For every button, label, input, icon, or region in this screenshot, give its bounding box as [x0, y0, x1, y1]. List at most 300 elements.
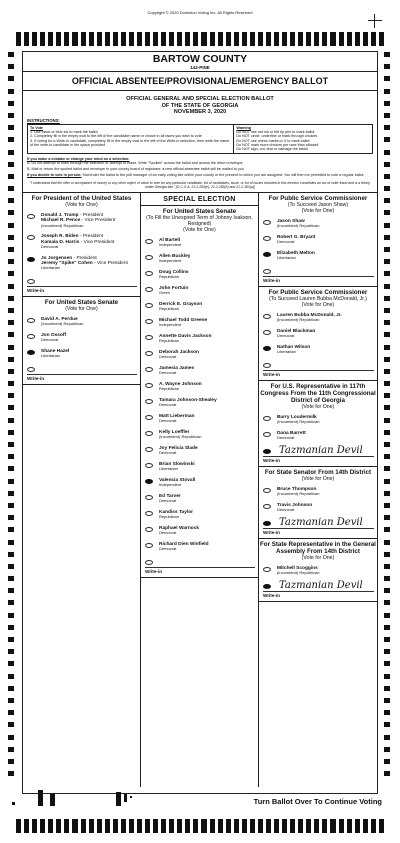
- candidate-name-text: Tamara Johnson-Shealey: [158, 397, 217, 403]
- running-mate-role: - Vice President: [80, 218, 116, 224]
- candidate-name-text: Michael Todd Greene: [158, 317, 208, 323]
- left-timing-marks: [8, 52, 18, 792]
- race-title: For President of the United States: [31, 194, 132, 202]
- vote-for-instruction: (Vote for One): [301, 475, 335, 482]
- write-in-option[interactable]: [259, 444, 377, 464]
- turn-over-notice: Turn Ballot Over To Continue Voting: [253, 797, 382, 806]
- candidate-info: [277, 345, 310, 355]
- candidate-role: - President: [78, 212, 104, 218]
- candidate-role: - President: [78, 234, 104, 240]
- candidate-info: [159, 462, 195, 472]
- candidate-info: [41, 256, 128, 271]
- candidate-party: Democrat: [158, 498, 177, 504]
- candidate-party: Libertarian: [158, 466, 178, 472]
- ballot-oval-icon[interactable]: [145, 495, 153, 500]
- candidate-name-text: Jo Jorgensen: [41, 255, 73, 261]
- candidate-option[interactable]: [259, 216, 377, 232]
- candidate-info: [159, 430, 201, 440]
- right-timing-marks: [384, 52, 394, 792]
- ballot-oval-icon[interactable]: [263, 449, 271, 454]
- contest-column-3: [259, 193, 377, 787]
- race-senate: [23, 297, 140, 385]
- candidate-option[interactable]: [141, 443, 258, 459]
- candidate-option[interactable]: [259, 500, 377, 516]
- candidate-party: Democrat: [41, 337, 59, 343]
- in-person-text: Surrender the ballot to the poll manager of an early voting site within your county or the precinct to which you are assigned. You will then be permitted to vote a regular ballot: [82, 173, 364, 178]
- ballot-oval-icon[interactable]: [27, 214, 35, 219]
- ballot-oval-icon[interactable]: [145, 431, 153, 436]
- candidate-name-text: Brian Slowinski: [158, 461, 195, 467]
- candidate-party: Independent: [158, 242, 182, 248]
- candidate-party: Republican: [158, 386, 179, 392]
- ballot-oval-icon[interactable]: [263, 504, 271, 509]
- candidate-name-text: Ed Tarver: [158, 493, 181, 499]
- candidate-party: Democrat: [41, 243, 59, 249]
- candidate-name-text: Doug Collins: [158, 269, 189, 275]
- ballot-oval-icon[interactable]: [27, 257, 35, 262]
- candidate-option[interactable]: [259, 310, 377, 326]
- candidate-party: (Incumbent) Republican: [41, 321, 84, 327]
- write-in-label: Write-in: [27, 286, 137, 293]
- candidate-option[interactable]: [23, 253, 140, 274]
- candidate-info: [159, 254, 190, 264]
- candidate-option[interactable]: [141, 459, 258, 475]
- write-in-option[interactable]: [259, 264, 377, 284]
- candidate-name-text: Travis Johnson: [276, 502, 313, 508]
- ballot-oval-icon[interactable]: [263, 584, 271, 589]
- candidate-info: [41, 234, 115, 249]
- ballot-oval-icon[interactable]: [263, 521, 271, 526]
- vote-for-instruction: (Vote for One): [301, 207, 335, 214]
- candidate-party: Republican: [158, 514, 179, 520]
- candidate-info: [159, 366, 194, 376]
- ballot-oval-icon[interactable]: [145, 287, 153, 292]
- candidate-party: Libertarian: [41, 353, 60, 359]
- candidate-party: (Incumbent) Republican: [276, 419, 320, 425]
- ballot-oval-icon[interactable]: [263, 269, 271, 274]
- warning-item: Do NOT sign, cut, tear or damage the ballot: [236, 147, 308, 152]
- write-in-label: Write-in: [263, 591, 374, 598]
- candidate-info: [277, 503, 312, 513]
- to-vote-box: [28, 125, 234, 153]
- ballot-oval-icon[interactable]: [145, 319, 153, 324]
- candidate-name-text: Lauren Bubba McDonald, Jr.: [276, 312, 342, 318]
- mistake-a: A. Do not attempt to mark through the selection or attempt to erase. Write "Spoiled" across the ballot and across the return envelope: [27, 160, 243, 165]
- ballot-oval-icon[interactable]: [145, 351, 153, 356]
- copyright-notice: Copyright © 2020 Dominion Voting Inc. All Rights Reserved: [147, 10, 253, 15]
- ballot-oval-icon[interactable]: [145, 543, 153, 548]
- warning-item: Do NOT use red ink or felt tip pen to mark ballot: [236, 130, 315, 135]
- ballot-oval-icon[interactable]: [145, 303, 153, 308]
- candidate-info: [159, 270, 189, 280]
- candidate-party: Libertarian: [276, 255, 296, 261]
- candidate-party: Democrat: [158, 370, 177, 376]
- write-in-label: Write-in: [263, 528, 374, 535]
- write-in-row: [263, 447, 374, 456]
- candidate-name-text: Nathan Wilson: [276, 344, 311, 350]
- candidate-info: [41, 349, 69, 359]
- candidate-name-text: Barry Loudermilk: [276, 414, 317, 420]
- ballot-oval-icon[interactable]: [145, 415, 153, 420]
- race-president: [23, 193, 140, 297]
- handwritten-write-in: Tazmanian Devil: [278, 580, 363, 592]
- candidate-name-text: Kelly Loeffler: [158, 429, 190, 435]
- ballot-oval-icon[interactable]: [27, 350, 35, 355]
- candidate-info: [159, 286, 188, 296]
- mistake-b: B. Mail or return the spoiled ballot and envelope to your county board of registrars; a new official absentee ballot will be mailed to you: [27, 167, 244, 172]
- ballot-oval-icon[interactable]: [263, 488, 271, 493]
- candidate-info: [159, 478, 195, 488]
- candidate-option[interactable]: [259, 342, 377, 358]
- contest-column-1: [23, 193, 141, 787]
- candidate-party: Democrat: [158, 530, 177, 536]
- warning-item: Do NOT mark more choices per race than allowed: [236, 142, 319, 147]
- election-line-2: OF THE STATE OF GEORGIA: [161, 102, 239, 109]
- candidate-name-text: Kandiss Taylor: [158, 509, 194, 515]
- ballot-oval-icon[interactable]: [145, 335, 153, 340]
- candidate-name-text: Matt Lieberman: [158, 413, 195, 419]
- race-senate_special: [141, 206, 258, 578]
- ballot-oval-icon[interactable]: [27, 235, 35, 240]
- candidate-party: Democrat: [158, 450, 177, 456]
- candidate-info: [159, 318, 207, 328]
- candidate-party: Libertarian: [276, 349, 296, 355]
- race-subtitle: (To Fill the Unexpired Term of Johnny Isakson, Resigned): [146, 214, 253, 227]
- candidate-party: Republican: [158, 274, 179, 280]
- ballot-oval-icon[interactable]: [27, 334, 35, 339]
- candidate-name-text: Dana Barrett: [276, 430, 306, 436]
- ballot-oval-icon[interactable]: [145, 560, 153, 565]
- candidate-party: Independent: [158, 482, 182, 488]
- ballot-oval-icon[interactable]: [145, 239, 153, 244]
- candidate-party: Republican: [158, 338, 179, 344]
- candidate-option[interactable]: [141, 251, 258, 267]
- candidate-party: (Incumbent) Republican: [276, 317, 320, 323]
- candidate-party: (Incumbent) Republican: [158, 434, 202, 440]
- running-mate-name-text: Jeremy "Spike" Cohen: [41, 260, 93, 266]
- candidate-info: [159, 334, 212, 344]
- candidate-name-text: Jon Ossoff: [41, 332, 67, 338]
- election-date: NOVEMBER 3, 2020: [173, 109, 227, 115]
- ballot-oval-icon[interactable]: [145, 463, 153, 468]
- race-house_us: [259, 381, 377, 467]
- candidate-name-text: Jason Shaw: [276, 218, 305, 224]
- candidate-info: [277, 235, 315, 245]
- candidate-info: [159, 302, 202, 312]
- ballot-oval-icon[interactable]: [145, 511, 153, 516]
- write-in-row: [27, 365, 137, 374]
- ballot-oval-icon[interactable]: [145, 367, 153, 372]
- candidate-info: [159, 446, 198, 456]
- candidate-option[interactable]: [141, 363, 258, 379]
- running-mate-role: - Vice President: [79, 239, 115, 245]
- warning-item: Do NOT use check marks or X to mark ballot: [236, 138, 310, 143]
- candidate-option[interactable]: [23, 314, 140, 330]
- candidate-option[interactable]: [141, 539, 258, 555]
- special-election-label: SPECIAL ELECTION: [141, 193, 258, 206]
- candidate-option[interactable]: [141, 331, 258, 347]
- candidate-party: Democrat: [158, 402, 177, 408]
- candidate-option[interactable]: [141, 235, 258, 251]
- candidate-option[interactable]: [141, 491, 258, 507]
- write-in-option[interactable]: [259, 579, 377, 599]
- candidate-name-text: Raphael Warnock: [158, 525, 200, 531]
- candidate-name-text: Joseph R. Biden: [41, 234, 79, 240]
- candidate-party: Democrat: [276, 507, 295, 513]
- race-title: For United States Senate: [44, 298, 119, 306]
- handwritten-write-in: Tazmanian Devil: [278, 445, 363, 457]
- warning-box: [234, 125, 372, 153]
- county-name: BARTOW COUNTY: [152, 53, 248, 65]
- ballot-oval-icon[interactable]: [145, 479, 153, 484]
- ballot-oval-icon[interactable]: [145, 255, 153, 260]
- ballot-oval-icon[interactable]: [263, 330, 271, 335]
- ballot-oval-icon[interactable]: [27, 367, 35, 372]
- candidate-name-text: Shane Hazel: [41, 348, 70, 354]
- write-in-row: [263, 361, 374, 370]
- race-title: For Public Service Commissioner: [268, 194, 368, 202]
- candidate-option[interactable]: [259, 484, 377, 500]
- warning-item: Do NOT circle, underline or mark through choices: [236, 134, 318, 139]
- candidate-option[interactable]: [141, 411, 258, 427]
- candidate-name-text: Allen Buckley: [158, 253, 191, 259]
- candidate-option[interactable]: [141, 267, 258, 283]
- precinct: 142-PINE: [190, 65, 210, 70]
- candidate-name-text: Elizabeth Melton: [276, 250, 315, 256]
- instructions-heading: INSTRUCTIONS:: [27, 117, 60, 123]
- instructions-box: [27, 124, 373, 154]
- ballot-frame: [22, 51, 378, 794]
- to-vote-step: 2. Completely fill in the empty oval to the left of the candidate name or choice in all races you wish to vote: [30, 134, 202, 139]
- ballot-oval-icon[interactable]: [263, 346, 271, 351]
- candidate-info: [41, 317, 83, 327]
- candidate-name-text: Bruce Thompson: [276, 486, 317, 492]
- candidate-info: [277, 487, 319, 497]
- candidate-info: [159, 526, 199, 536]
- race-state_senate: [259, 467, 377, 539]
- ballot-header: [23, 52, 377, 72]
- write-in-option[interactable]: [23, 274, 140, 294]
- candidate-party: Democrat: [276, 333, 295, 339]
- vote-for-instruction: (Vote for One): [65, 305, 98, 312]
- candidate-option[interactable]: [23, 346, 140, 362]
- candidate-party: Independent: [158, 258, 182, 264]
- candidate-party: Democrat: [158, 354, 177, 360]
- instructions: [23, 119, 377, 178]
- ballot-oval-icon[interactable]: [145, 271, 153, 276]
- write-in-label: Write-in: [145, 567, 255, 574]
- candidate-option[interactable]: [141, 315, 258, 331]
- candidate-option[interactable]: [23, 210, 140, 231]
- candidate-name-text: Annette Davis Jackson: [158, 333, 212, 339]
- ballot-oval-icon[interactable]: [263, 314, 271, 319]
- ballot-oval-icon[interactable]: [263, 416, 271, 421]
- running-mate-name-text: Kamala D. Harris: [41, 239, 80, 245]
- candidate-info: [159, 494, 181, 504]
- election-title: [23, 91, 377, 119]
- ballot-oval-icon[interactable]: [27, 279, 35, 284]
- top-timing-barcode: [16, 32, 384, 46]
- running-mate-name-text: Michael R. Pence: [41, 218, 81, 224]
- ballot-oval-icon[interactable]: [263, 432, 271, 437]
- vote-for-instruction: (Vote for One): [65, 201, 98, 208]
- candidate-party: (Incumbent) Republican: [276, 491, 320, 497]
- candidate-option[interactable]: [141, 283, 258, 299]
- registration-crosshair-icon: [368, 14, 382, 28]
- candidate-option[interactable]: [23, 330, 140, 346]
- to-vote-step: 1. Use black or blue ink to mark the ballot: [30, 130, 98, 135]
- candidate-party: (Incumbent) Republican: [276, 570, 320, 576]
- write-in-option[interactable]: [141, 555, 258, 575]
- write-in-row: [27, 277, 137, 286]
- candidate-party: Democrat: [158, 546, 177, 552]
- candidate-party: (Incumbent) Republican: [41, 222, 84, 228]
- race-state_house: [259, 539, 377, 602]
- write-in-option[interactable]: [259, 516, 377, 536]
- candidate-option[interactable]: [259, 563, 377, 579]
- race-subtitle: (To Succeed Jason Shaw): [287, 201, 349, 208]
- race-subtitle: (To Succeed Lauren Bubba McDonald, Jr.): [269, 295, 367, 302]
- race-title: For Public Service Commissioner: [268, 288, 368, 296]
- ballot-oval-icon[interactable]: [145, 383, 153, 388]
- write-in-label: Write-in: [27, 374, 137, 381]
- candidate-party: Republican: [158, 306, 179, 312]
- candidate-party: Democrat: [276, 435, 295, 441]
- candidate-option[interactable]: [141, 523, 258, 539]
- candidate-option[interactable]: [141, 475, 258, 491]
- candidate-info: [277, 431, 306, 441]
- ballot-title: OFFICIAL ABSENTEE/PROVISIONAL/EMERGENCY BALLOT: [23, 72, 377, 91]
- to-vote-step: 3. If voting for a Write-in candidate, completely fill in the empty oval to the left of the Write-in selection, then write the name of the write-in candidate in the space provided: [30, 138, 230, 147]
- ballot-oval-icon[interactable]: [145, 527, 153, 532]
- write-in-label: Write-in: [263, 456, 374, 463]
- candidate-name-text: David A. Perdue: [41, 316, 78, 322]
- candidate-name-text: Robert G. Bryant: [276, 234, 316, 240]
- candidate-info: [277, 329, 315, 339]
- vote-for-instruction: (Vote for One): [183, 226, 216, 233]
- candidate-party: Democrat: [276, 239, 295, 245]
- write-in-row: [263, 267, 374, 276]
- ballot-oval-icon[interactable]: [263, 220, 271, 225]
- candidate-info: [277, 251, 315, 261]
- candidate-info: [277, 219, 319, 229]
- candidate-name-text: Derrick E. Grayson: [158, 301, 203, 307]
- candidate-name-text: Mitchell Scoggins: [276, 565, 318, 571]
- candidate-name-text: Jamesia James: [158, 365, 195, 371]
- candidate-name-text: Daniel Blackman: [276, 328, 316, 334]
- candidate-option[interactable]: [141, 299, 258, 315]
- write-in-label: Write-in: [263, 276, 374, 283]
- write-in-row: [263, 582, 374, 591]
- candidate-option[interactable]: [141, 347, 258, 363]
- candidate-option[interactable]: [141, 379, 258, 395]
- vote-for-instruction: (Vote for One): [301, 403, 335, 410]
- candidate-party: (Incumbent) Republican: [276, 223, 320, 229]
- write-in-label: Write-in: [263, 370, 374, 377]
- race-psc_mcdonald: [259, 287, 377, 381]
- candidate-role: - President: [72, 255, 97, 261]
- ballot-oval-icon[interactable]: [263, 567, 271, 572]
- bottom-timing-barcode: [16, 819, 384, 833]
- handwritten-write-in: Tazmanian Devil: [278, 517, 363, 529]
- race-psc_shaw: [259, 193, 377, 287]
- candidate-info: [277, 566, 319, 576]
- candidate-option[interactable]: [259, 412, 377, 428]
- candidate-name-text: Valencia Stovall: [158, 477, 196, 483]
- candidate-info: [277, 313, 342, 323]
- ballot-oval-icon[interactable]: [145, 447, 153, 452]
- candidate-info: [159, 414, 194, 424]
- candidate-info: [159, 398, 217, 408]
- to-vote-title: To Vote: [30, 125, 43, 130]
- write-in-row: [145, 558, 255, 567]
- candidate-name-text: Joy Felicia Slade: [158, 445, 198, 451]
- candidate-name-text: Al Bartell: [158, 237, 181, 243]
- candidate-party: Libertarian: [41, 265, 60, 271]
- running-mate-role: - Vice President: [92, 260, 128, 266]
- candidate-name-text: Deborah Jackson: [158, 349, 199, 355]
- candidate-name-text: John Fortuin: [158, 285, 189, 291]
- candidate-option[interactable]: [23, 231, 140, 252]
- election-line-1: OFFICIAL GENERAL AND SPECIAL ELECTION BALLOT: [126, 96, 274, 102]
- candidate-info: [41, 213, 115, 228]
- ballot-oval-icon[interactable]: [263, 236, 271, 241]
- ballot-oval-icon[interactable]: [145, 399, 153, 404]
- ballot-oval-icon[interactable]: [263, 363, 271, 368]
- candidate-info: [277, 415, 319, 425]
- in-person-instructions: [27, 173, 373, 177]
- ballot-oval-icon[interactable]: [263, 252, 271, 257]
- write-in-row: [263, 519, 374, 528]
- candidate-option[interactable]: [259, 326, 377, 342]
- candidate-info: [41, 333, 66, 343]
- candidate-info: [159, 238, 181, 248]
- candidate-option[interactable]: [259, 232, 377, 248]
- vote-for-instruction: (Vote for One): [301, 554, 335, 561]
- warning-title: Warning: [236, 125, 252, 130]
- contest-columns: [23, 193, 377, 787]
- candidate-option[interactable]: [141, 395, 258, 411]
- candidate-option[interactable]: [259, 248, 377, 264]
- race-title: For State Representative in the General Assembly From 14th District: [260, 540, 376, 555]
- contest-column-2: [141, 193, 259, 787]
- candidate-info: [159, 350, 199, 360]
- candidate-party: Green: [158, 290, 171, 296]
- race-title: For U.S. Representative in 117th Congress From the 11th Congressional District of Georgia: [260, 382, 376, 404]
- candidate-option[interactable]: [259, 428, 377, 444]
- mistake-heading: If you make a mistake or change your mind on a selection:: [27, 156, 130, 161]
- candidate-info: [159, 542, 209, 552]
- write-in-option[interactable]: [23, 362, 140, 382]
- in-person-lead: If you decide to vote in person:: [27, 173, 82, 178]
- candidate-party: Democrat: [158, 418, 177, 424]
- footer-registration-marks: [6, 790, 156, 810]
- race-title: For United States Senate: [162, 207, 237, 215]
- ballot-oval-icon[interactable]: [27, 318, 35, 323]
- candidate-name-text: A. Wayne Johnson: [158, 381, 202, 387]
- candidate-party: Independent: [158, 322, 182, 328]
- candidate-info: [159, 382, 202, 392]
- candidate-option[interactable]: [141, 427, 258, 443]
- candidate-name-text: Richard Dien Winfield: [158, 541, 209, 547]
- vote-for-instruction: (Vote for One): [301, 301, 335, 308]
- candidate-name-text: Donald J. Trump: [41, 212, 79, 218]
- race-title: For State Senator From 14th District: [264, 468, 372, 476]
- write-in-option[interactable]: [259, 358, 377, 378]
- candidate-info: [159, 510, 193, 520]
- candidate-option[interactable]: [141, 507, 258, 523]
- legal-notice: "I understand that the offer or acceptance of money or any other object of value to vote for any particular candidate, list of candidates, issue, or list of issues included in this election constitutes an act of voter fraud and is a felony under Georgia law." [O.C.G.A. 21-2-284(e), 21-2-285(h) and 21-2-383(a)]: [23, 180, 377, 193]
